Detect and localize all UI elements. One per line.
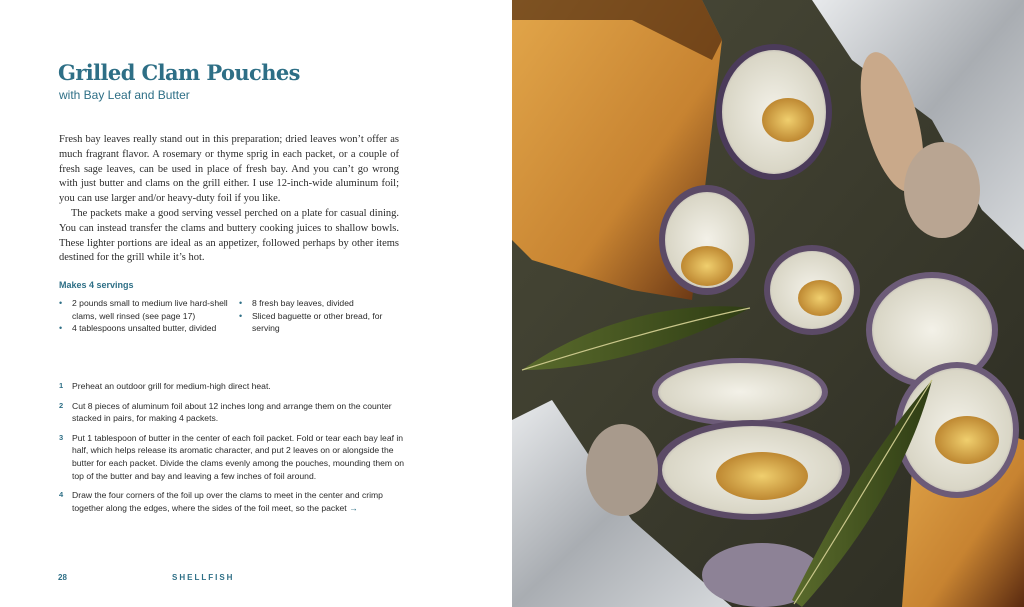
bullet-icon: •	[59, 298, 63, 308]
bullet-icon: •	[239, 310, 243, 321]
method-step	[59, 432, 404, 482]
ingredient-text: 8 fresh bay leaves, divided	[252, 298, 354, 308]
ingredient-list	[59, 297, 229, 335]
ingredient-item	[59, 297, 229, 322]
ingredient-item	[59, 322, 229, 335]
bullet-icon: •	[59, 323, 63, 334]
clams-photo	[512, 0, 1024, 607]
ingredient-text: 4 tablespoons unsalted butter, divided	[72, 323, 217, 334]
method-step	[59, 400, 404, 425]
section-name: SHELLFISH	[172, 573, 235, 582]
recipe-title: Grilled Clam Pouches	[58, 60, 300, 85]
step-text: Draw the four corners of the foil up over the clams to meet in the center and crimp together along the edges, where the sides of the foil meet, so the packet	[72, 490, 383, 513]
recipe-intro	[59, 133, 399, 266]
step-text: Put 1 tablespoon of butter in the center of each foil packet. Fold or tear each bay leaf in half, which helps release its aromatic character, and put 2 leaves on or alongside the butter for each packet. Divide the clams evenly among the pouches, mounding them on top of the butter and bay and leaving a few inches of foil around.	[72, 432, 405, 481]
step-number: 3	[59, 432, 64, 442]
method-step	[59, 380, 404, 393]
intro-paragraph: The packets make a good serving vessel perched on a plate for casual dining. You can instead transfer the clams and buttery cooking juices to shallow bowls. These lighter portions are ideal as an appetizer, followed perhaps by other items destined for the grill while it’s hot.	[59, 207, 399, 264]
step-text: Cut 8 pieces of aluminum foil about 12 inches long and arrange them on the counter stacked in pairs, for making 4 packets.	[72, 400, 392, 424]
method-step	[59, 489, 404, 514]
method-steps	[59, 380, 404, 521]
continue-arrow-icon: →	[349, 502, 358, 513]
ingredient-item	[239, 310, 409, 335]
ingredient-list	[239, 297, 409, 335]
ingredient-item	[239, 297, 409, 310]
ingredient-text: Sliced baguette or other bread, for serving	[252, 310, 383, 334]
servings-heading: Makes 4 servings	[59, 280, 134, 290]
step-number: 1	[59, 381, 64, 390]
clams-photo-illustration	[512, 0, 1024, 607]
intro-paragraph: Fresh bay leaves really stand out in this preparation; dried leaves won’t offer as much fragrant flavor. A rosemary or thyme sprig in each packet, or a couple of fresh sage leaves, can be used in place of fresh bay. And you can’t go wrong with just butter and clams on the grill either. I use 12-inch-wide aluminum foil; you can use larger and/or heavy-duty foil if you like.	[59, 134, 399, 205]
page-number: 28	[58, 573, 67, 582]
step-number: 4	[59, 490, 64, 500]
bullet-icon: •	[239, 298, 243, 308]
step-number: 2	[59, 400, 64, 410]
ingredient-text: 2 pounds small to medium live hard-shell clams, well rinsed (see page 17)	[72, 298, 228, 321]
step-text: Preheat an outdoor grill for medium-high direct heat.	[72, 381, 271, 391]
recipe-subtitle: with Bay Leaf and Butter	[59, 88, 190, 102]
